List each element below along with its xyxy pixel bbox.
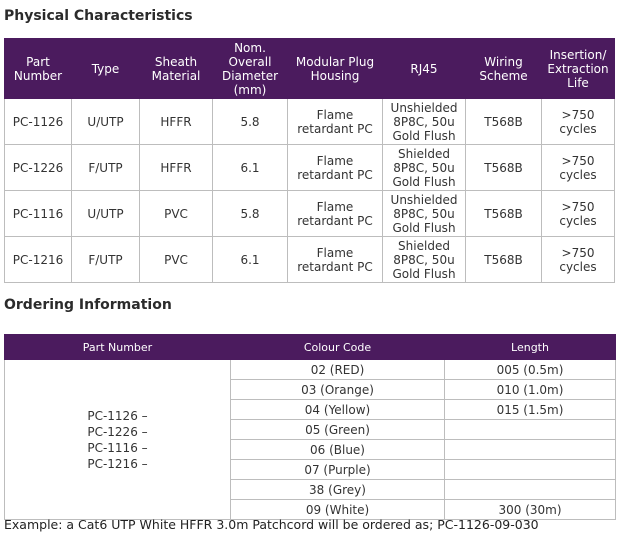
colour-code-cell: 03 (Orange) [231, 380, 445, 400]
length-cell [445, 480, 616, 500]
physical-characteristics-table [4, 38, 615, 283]
table-cell: Unshielded 8P8C, 50u Gold Flush [383, 191, 466, 237]
ordering-information-title: Ordering Information [4, 297, 172, 313]
header-length: Length [445, 335, 616, 360]
table-cell: PVC [140, 237, 213, 283]
table-row [5, 99, 615, 145]
colour-code-cell: 38 (Grey) [231, 480, 445, 500]
table-cell: >750 cycles [542, 145, 615, 191]
table-cell: T568B [466, 145, 542, 191]
header-wiring-scheme: Wiring Scheme [466, 39, 542, 99]
length-cell [445, 440, 616, 460]
table-cell: 5.8 [213, 191, 288, 237]
colour-code-cell: 07 (Purple) [231, 460, 445, 480]
header-type: Type [72, 39, 140, 99]
table-cell: HFFR [140, 145, 213, 191]
table-cell: T568B [466, 191, 542, 237]
table-cell: >750 cycles [542, 237, 615, 283]
part-number-list: PC-1126 – PC-1226 – PC-1116 – PC-1216 – [5, 360, 231, 520]
table-cell: >750 cycles [542, 191, 615, 237]
table-row [5, 360, 616, 380]
ordering-information-table [4, 334, 616, 520]
table-cell: PC-1216 [5, 237, 72, 283]
ordering-example: Example: a Cat6 UTP White HFFR 3.0m Patchcord will be ordered as; PC-1126-09-030 [4, 517, 539, 532]
table-row [5, 191, 615, 237]
physical-characteristics-title: Physical Characteristics [4, 8, 193, 24]
table-cell: PVC [140, 191, 213, 237]
colour-code-cell: 04 (Yellow) [231, 400, 445, 420]
header-part-number: Part Number [5, 335, 231, 360]
header-diameter: Nom. Overall Diameter (mm) [213, 39, 288, 99]
table-cell: U/UTP [72, 191, 140, 237]
length-cell: 005 (0.5m) [445, 360, 616, 380]
header-colour-code: Colour Code [231, 335, 445, 360]
table-row [5, 145, 615, 191]
length-cell [445, 460, 616, 480]
table-cell: PC-1226 [5, 145, 72, 191]
table-cell: U/UTP [72, 99, 140, 145]
header-insertion-life: Insertion/ Extraction Life [542, 39, 615, 99]
table-cell: Shielded 8P8C, 50u Gold Flush [383, 145, 466, 191]
table-cell: 6.1 [213, 145, 288, 191]
colour-code-cell: 06 (Blue) [231, 440, 445, 460]
header-rj45: RJ45 [383, 39, 466, 99]
table-cell: Flame retardant PC [288, 191, 383, 237]
table-header-row [5, 39, 615, 99]
table-cell: 5.8 [213, 99, 288, 145]
table-header-row [5, 335, 616, 360]
length-cell [445, 420, 616, 440]
table-cell: Shielded 8P8C, 50u Gold Flush [383, 237, 466, 283]
table-cell: Unshielded 8P8C, 50u Gold Flush [383, 99, 466, 145]
table-cell: F/UTP [72, 237, 140, 283]
table-cell: T568B [466, 99, 542, 145]
length-cell: 015 (1.5m) [445, 400, 616, 420]
table-cell: PC-1126 [5, 99, 72, 145]
colour-code-cell: 09 (White) [231, 500, 445, 520]
colour-code-cell: 02 (RED) [231, 360, 445, 380]
table-cell: Flame retardant PC [288, 99, 383, 145]
table-cell: T568B [466, 237, 542, 283]
table-cell: HFFR [140, 99, 213, 145]
header-sheath-material: Sheath Material [140, 39, 213, 99]
table-cell: PC-1116 [5, 191, 72, 237]
header-part-number: Part Number [5, 39, 72, 99]
length-cell: 010 (1.0m) [445, 380, 616, 400]
header-plug-housing: Modular Plug Housing [288, 39, 383, 99]
length-cell: 300 (30m) [445, 500, 616, 520]
table-cell: Flame retardant PC [288, 237, 383, 283]
table-cell: 6.1 [213, 237, 288, 283]
table-cell: Flame retardant PC [288, 145, 383, 191]
colour-code-cell: 05 (Green) [231, 420, 445, 440]
table-cell: >750 cycles [542, 99, 615, 145]
table-row [5, 237, 615, 283]
table-cell: F/UTP [72, 145, 140, 191]
